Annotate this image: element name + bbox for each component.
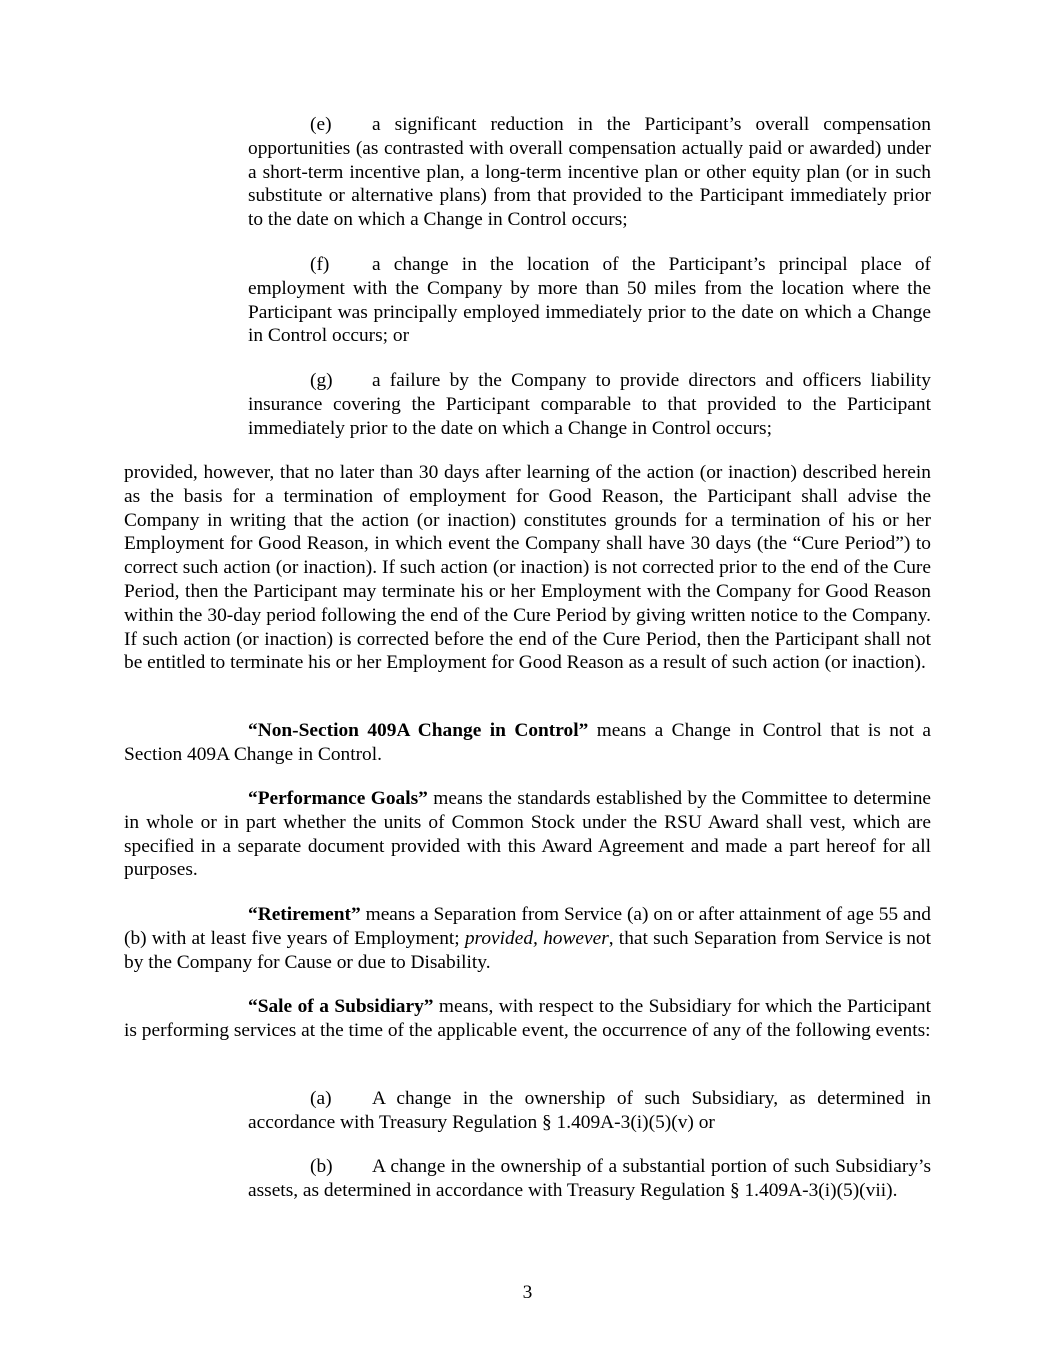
definition-text: means, with respect to the Subsidiary for which the Participant is performing services at the time of the applicable event, the occurrence of any of the following events: xyxy=(124,996,931,1041)
clause-text: a change in the location of the Participant’s principal place of employment with the Company by more than 50 miles from the location where the Participant was principally employed immediately prior to the date on which a Change in Control occurs; or xyxy=(248,254,931,347)
defined-term: “Sale of a Subsidiary” xyxy=(248,996,434,1017)
defined-term: “Retirement” xyxy=(248,904,361,925)
definition-retirement xyxy=(124,903,931,974)
clause-b xyxy=(248,1155,931,1203)
page-number: 3 xyxy=(522,1282,533,1303)
definition-performance-goals xyxy=(124,787,931,882)
clause-text: A change in the ownership of a substantial portion of such Subsidiary’s assets, as determined in accordance with Treasury Regulation § 1.409A-3(i)(5)(vii). xyxy=(248,1156,931,1201)
definition-text: means the standards established by the Committee to determine in whole or in part whether the units of Common Stock under the RSU Award shall vest, which are specified in a separate document provided with this Award Agreement and made a part hereof for all purposes. xyxy=(124,788,932,881)
clause-g xyxy=(248,369,931,440)
definition-sale-of-subsidiary xyxy=(124,995,931,1043)
definition-text: means a Change in Control that is not a Section 409A Change in Control. xyxy=(124,720,931,765)
definition-text: , that such Separation from Service is not by the Company for Cause or due to Disability. xyxy=(124,927,931,973)
defined-term: “Non-Section 409A Change in Control” xyxy=(248,720,589,741)
clause-label: (e) xyxy=(310,114,332,135)
definition-italic: provided, however xyxy=(464,927,609,949)
clause-label: (a) xyxy=(310,1088,332,1109)
clause-e xyxy=(248,113,931,232)
proviso-paragraph: provided, however, that no later than 30 days after learning of the action (or inaction) described herein as the basis for a termination of employment for Good Reason, the Participant shall advise the Company in writing that the action (or inaction) constitutes grounds for a termination of his or her Employment for Good Reason, in which event the Company shall have 30 days (the “Cure Period”) to correct such action (or inaction). If such action (or inaction) is not corrected prior to the end of the Cure Period, then the Participant may terminate his or her Employment with the Company for Good Reason within the 30-day period following the end of the Cure Period by giving written notice to the Company. If such action (or inaction) is corrected before the end of the Cure Period, then the Participant shall not be entitled to terminate his or her Employment for Good Reason as a result of such action (or inaction). xyxy=(124,462,931,674)
clause-text: A change in the ownership of such Subsidiary, as determined in accordance with Treasury Regulation § 1.409A-3(i)(5)(v) or xyxy=(248,1088,931,1133)
definition-text: means a Separation from Service (a) on or after attainment of age 55 and (b) with at least five years of Employment; xyxy=(124,904,931,949)
clause-text: a failure by the Company to provide directors and officers liability insurance covering the Participant comparable to that provided to the Participant immediately prior to the date on which a Change in Control occurs; xyxy=(248,370,931,439)
clause-a xyxy=(248,1087,931,1135)
clause-text: a significant reduction in the Participant’s overall compensation opportunities (as contrasted with overall compensation actually paid or awarded) under a short-term incentive plan, a long-term incentive plan or other equity plan (or in such substitute or alternative plans) from that provided to the Participant immediately prior to the date on which a Change in Control occurs; xyxy=(248,114,931,231)
clause-f xyxy=(248,253,931,348)
defined-term: “Performance Goals” xyxy=(248,788,428,809)
definition-non-section-409a xyxy=(124,719,931,767)
clause-label: (b) xyxy=(310,1156,333,1177)
clause-label: (g) xyxy=(310,370,333,391)
clause-label: (f) xyxy=(310,254,330,275)
